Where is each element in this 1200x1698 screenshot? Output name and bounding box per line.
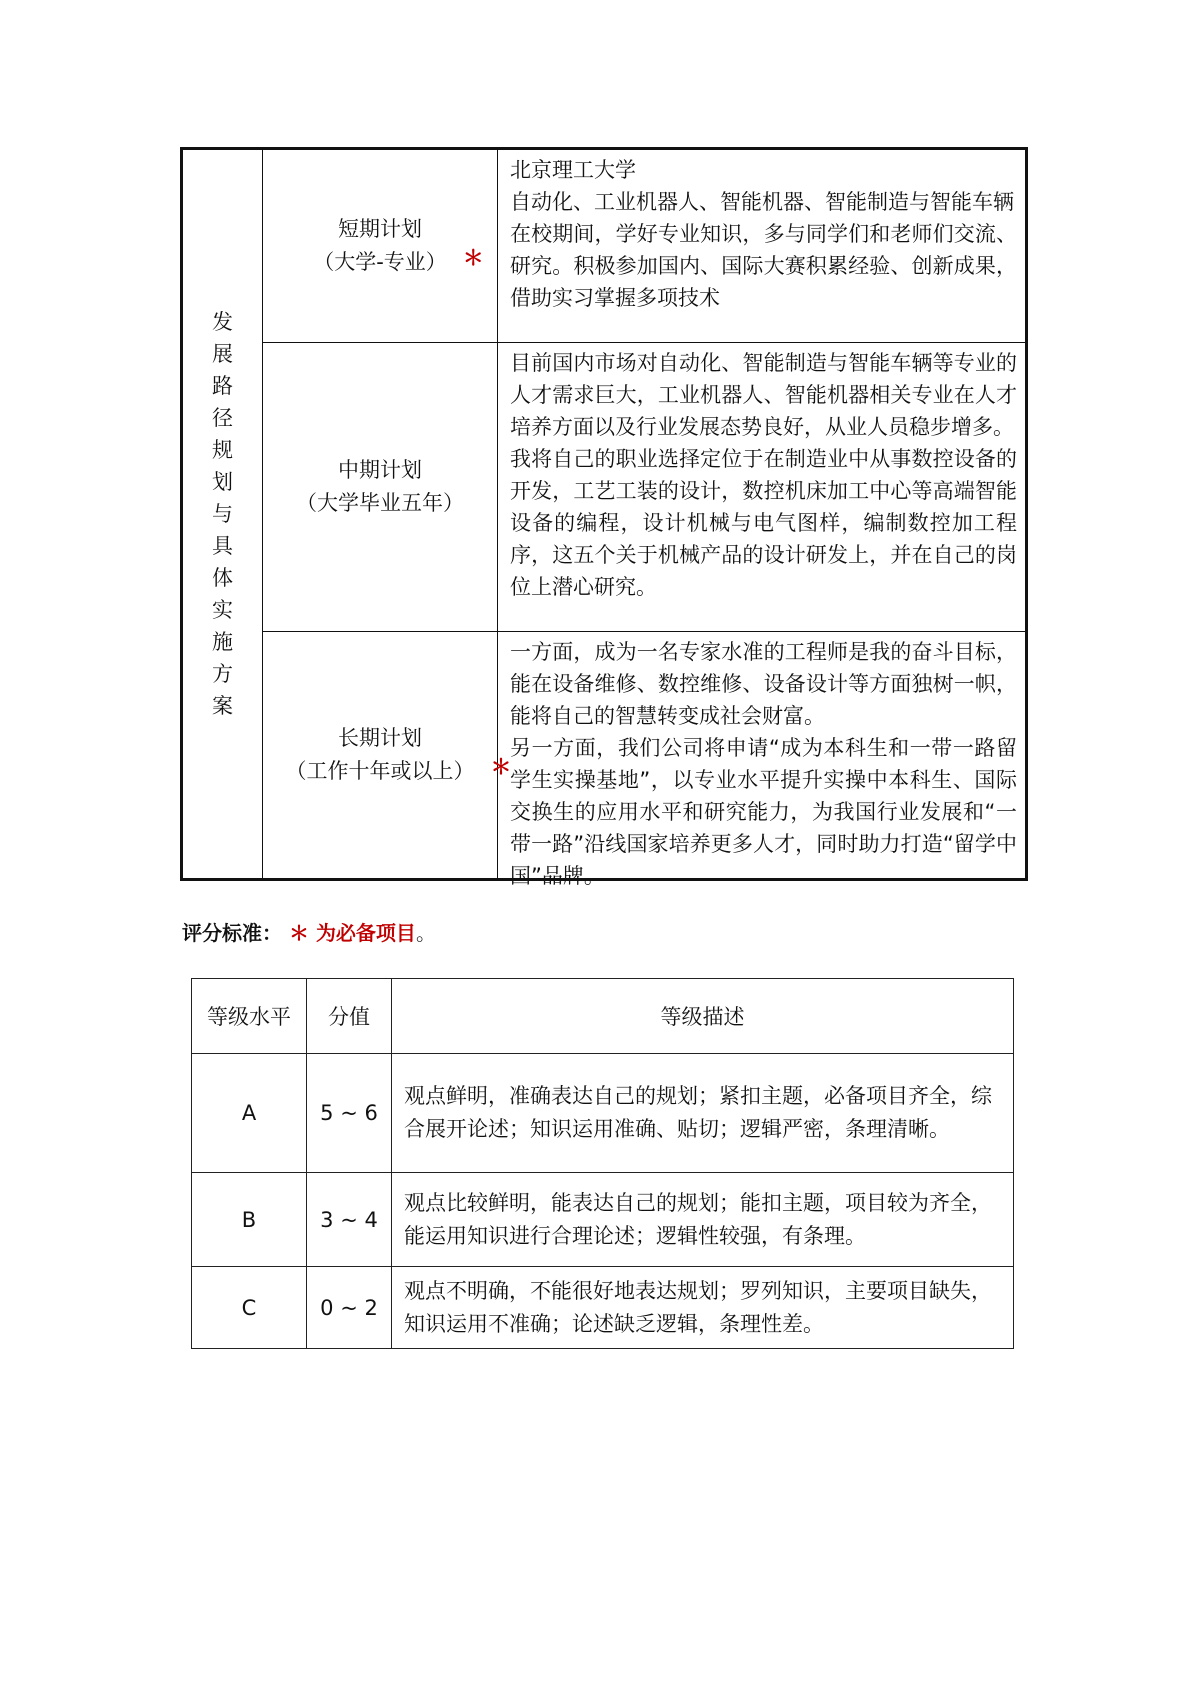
- table-row: [192, 1173, 1014, 1267]
- grade-score: 5 ~ 6: [307, 1054, 392, 1173]
- plan-row-content: [498, 150, 1025, 342]
- plan-row-subtitle: [285, 755, 512, 788]
- scoring-note-end: 。: [415, 921, 436, 945]
- plan-row-label: [263, 150, 498, 342]
- grade-table: [191, 978, 1014, 1349]
- grade-level: B: [192, 1173, 307, 1267]
- plan-row-label: [263, 632, 512, 878]
- plan-row-title: 中期计划: [338, 458, 422, 482]
- section-column: [183, 150, 263, 878]
- scoring-label: 评分标准：: [182, 921, 282, 945]
- content-paragraph: 一方面，成为一名专家水准的工程师是我的奋斗目标，能在设备维修、数控维修、设备设计等方面独树一帜，能将自己的智慧转变成社会财富。: [510, 640, 1017, 728]
- plan-row-title: 长期计划: [338, 726, 422, 750]
- scoring-note-text: 为必备项目: [315, 921, 416, 945]
- plan-row-label: [263, 343, 498, 631]
- required-star-icon: ＊: [462, 246, 484, 270]
- plan-row-subtitle-text: （大学-专业）: [313, 250, 447, 274]
- grade-score: 0 ~ 2: [307, 1267, 392, 1349]
- plan-row-subtitle-text: （工作十年或以上）: [285, 759, 475, 783]
- required-star-icon: ＊: [288, 921, 309, 945]
- header-level: 等级水平: [192, 979, 307, 1054]
- plan-row-long: [263, 632, 1025, 888]
- plan-row-content: [498, 343, 1025, 631]
- header-score: 分值: [307, 979, 392, 1054]
- table-row: [192, 1267, 1014, 1349]
- table-row: [192, 1054, 1014, 1173]
- plan-row-subtitle: [313, 246, 484, 279]
- plan-row-short: [263, 150, 1025, 343]
- content-paragraph: 目前国内市场对自动化、智能制造与智能车辆等专业的人才需求巨大，工业机器人、智能机器相关专业在人才培养方面以及行业发展态势良好，从业人员稳步增多。: [510, 351, 1017, 439]
- required-star-icon: ＊: [490, 755, 512, 779]
- grade-description: 观点比较鲜明，能表达自己的规划；能扣主题，项目较为齐全，能运用知识进行合理论述；逻辑性较强，有条理。: [392, 1173, 1014, 1267]
- scoring-note: [182, 917, 436, 946]
- plan-row-mid: [263, 343, 1025, 632]
- plan-row-content: [498, 632, 1025, 888]
- section-title: 发展路径规划与具体实施方案: [212, 310, 233, 718]
- grade-score: 3 ~ 4: [307, 1173, 392, 1267]
- content-paragraph: 北京理工大学: [510, 158, 636, 182]
- content-paragraph: 在校期间，学好专业知识，多与同学们和老师们交流、研究。积极参加国内、国际大赛积累经验、创新成果，借助实习掌握多项技术: [510, 222, 1017, 310]
- grade-table-header: [192, 979, 1014, 1054]
- plan-table: [180, 147, 1028, 888]
- plan-row-subtitle-text: （大学毕业五年）: [296, 491, 464, 515]
- content-paragraph: 我将自己的职业选择定位于在制造业中从事数控设备的开发，工艺工装的设计，数控机床加工中心等高端智能设备的编程，设计机械与电气图样，编制数控加工程序，这五个关于机械产品的设计研发上，并在自己的岗位上潜心研究。: [510, 447, 1017, 599]
- content-paragraph: 另一方面，我们公司将申请“成为本科生和一带一路留学生实操基地”，以专业水平提升实操中本科生、国际交换生的应用水平和研究能力，为我国行业发展和“一带一路”沿线国家培养更多人才，同时助力打造“留学中国”品牌。: [510, 736, 1017, 888]
- grade-level: C: [192, 1267, 307, 1349]
- header-description: 等级描述: [392, 979, 1014, 1054]
- plan-row-subtitle: [296, 487, 464, 520]
- plan-row-title: 短期计划: [338, 217, 422, 241]
- grade-description: 观点不明确，不能很好地表达规划；罗列知识，主要项目缺失，知识运用不准确；论述缺乏逻辑，条理性差。: [392, 1267, 1014, 1349]
- grade-description: 观点鲜明，准确表达自己的规划；紧扣主题，必备项目齐全，综合展开论述；知识运用准确、贴切；逻辑严密，条理清晰。: [392, 1054, 1014, 1173]
- content-paragraph: 自动化、工业机器人、智能机器、智能制造与智能车辆: [510, 190, 1014, 214]
- grade-level: A: [192, 1054, 307, 1173]
